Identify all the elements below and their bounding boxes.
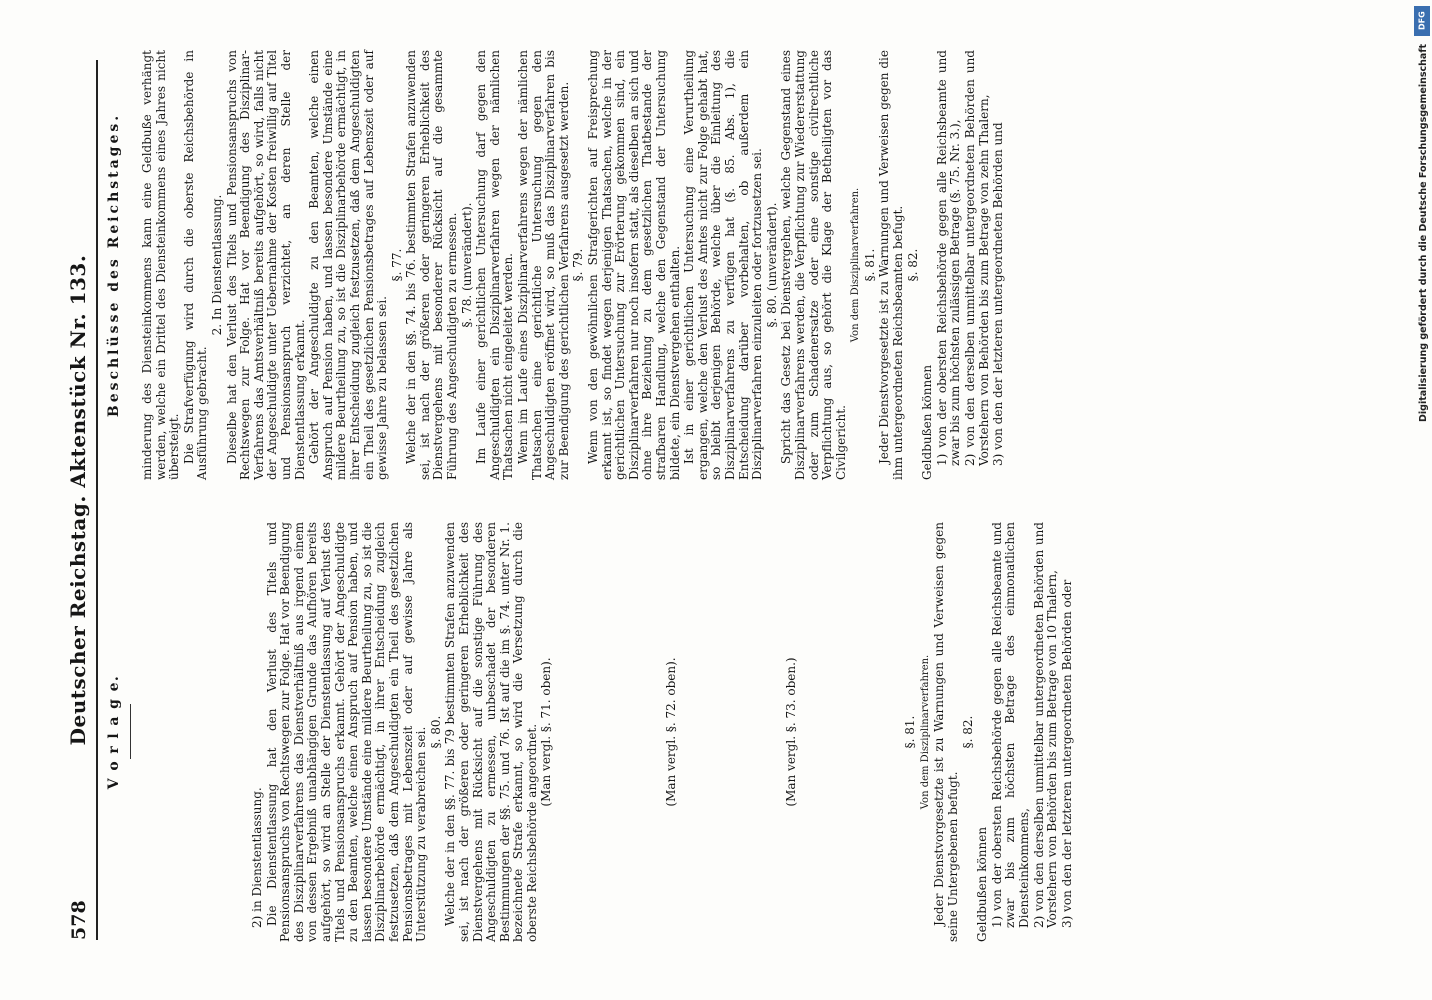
list-item: 3) von den der letzteren untergeordneten Behörden und <box>991 122 1006 466</box>
page-header <box>62 60 96 940</box>
section-number: §. 78. (unverändert). <box>459 202 474 328</box>
section-number: §. 80. (unverändert). <box>764 202 779 328</box>
digitization-sidebar <box>1412 0 1432 1000</box>
section-number: §. 77. <box>389 248 404 282</box>
digitization-credit: Digitalisierung gefördert durch die Deutsche Forschungsgemeinschaft <box>1418 44 1429 422</box>
paragraph: Dieselbe hat den Verlust des Titels und Pensionsanspruchs von Rechtswegen zur Folge. Hat vor Beendigung des Disziplinar-Verfahrens das Amtsverhältniß bereits aufgehört, so wird, falls nicht der Angeschuldigte unter Uebernahme der Kosten freiwillig auf Titel und Pensionsanspruch verzichtet, an deren Stelle der Dienstentlassung erkannt. <box>224 50 307 480</box>
paragraph: 2) in Dienstentlassung. <box>250 787 264 928</box>
paragraph: Wenn im Laufe eines Disziplinarverfahrens wegen der nämlichen Thatsachen eine gerichtliche Untersuchung gegen den Angeschuldigten eröffnet wird, so muß das Disziplinarverfahren bis zur Beendigung des gerichtlichen Verfahrens ausgesetzt werden. <box>516 50 571 480</box>
list-item: 2) von den derselben unmittelbar untergeordneten Behörden und Vorstehern von Behörden bis zum Betrage von 10 Thalern, <box>1031 522 1060 928</box>
page-number: 578 <box>68 900 90 940</box>
page-title: Deutscher Reichstag. Aktenstück Nr. 133. <box>66 254 90 746</box>
paragraph: Jeder Dienstvorgesetzte ist zu Warnungen und Verweisen gegen die ihm untergeordneten Reichsbeamten befugt. <box>877 50 906 480</box>
paragraph: Spricht das Gesetz bei Dienstvergehen, welche Gegenstand eines Disziplinarverfahrens werden, die Verpflichtung zur Wiedererstattung oder zum Schadenersatze oder eine sonstige civilrechtliche Verpflichtung aus, so gehört die Klage der Betheiligten vor das Civilgericht. <box>779 50 848 480</box>
heading-rule <box>130 705 131 760</box>
paragraph: Im Laufe einer gerichtlichen Untersuchung darf gegen den Angeschuldigten ein Disziplinarverfahren wegen der nämlichen Thatsachen nicht eingeleitet werden. <box>474 50 516 480</box>
paragraph: Geldbußen können <box>920 364 935 480</box>
cross-reference: (Man vergl. §. 71. oben). <box>539 657 554 807</box>
paragraph: Wenn von den gewöhnlichen Strafgerichten auf Freisprechung erkannt ist, so findet wegen derjenigen Thatsachen, welche in der gerichtlichen Untersuchung zur Erörterung gekommen sind, ein Disziplinarverfahren nur noch insofern statt, als dieselben an sich und ohne ihre Beziehung zu dem gesetzlichen Thatbestande der strafbaren Handlung, welche den Gegenstand der Untersuchung bildete, ein Dienstvergehen enthalten. <box>586 50 682 480</box>
paragraph: Gehört der Angeschuldigte zu den Beamten, welche einen Anspruch auf Pension haben, und lassen besondere Umstände eine mildere Beurtheilung zu, so ist die Disziplinarbehörde ermächtigt, in ihrer Entscheidung zugleich festzusetzen, daß dem Angeschuldigten ein Theil des gesetzlichen Pensionsbetrages auf Lebenszeit oder auf gewisse Jahre zu belassen sei. <box>307 50 390 480</box>
paragraph: Jeder Dienstvorgesetzte ist zu Warnungen und Verweisen gegen seine Untergebenen befugt. <box>932 522 961 942</box>
subheading: Von dem Disziplinarverfahren. <box>850 187 862 343</box>
list-item: 1) von der obersten Reichsbehörde gegen alle Reichsbeamte und zwar bis zum höchsten Betrage des einmonatlichen Diensteinkommens, <box>989 522 1031 928</box>
subheading: Von dem Disziplinarverfahren. <box>919 654 931 810</box>
section-number: §. 81. <box>862 248 877 282</box>
paragraph: Die Dienstentlassung hat den Verlust des Titels und Pensionsanspruchs von Rechtswegen zur Folge. Hat vor Beendigung des Disziplinarverfahrens das Dienstverhältniß aus irgend einem von dessen Ergebniß unabhängigen Grunde das Aufhören bereits aufgehört, so wird an Stelle der Dienstentlassung auf Verlust des Titels und Pensionsanspruchs erkannt. Gehört der Angeschuldigte zu den Beamten, welche einen Anspruch auf Pension haben, und lassen besondere Umstände eine mildere Beurtheilung zu, so ist die Disziplinarbehörde ermächtigt, in ihrer Entscheidung zugleich festzusetzen, daß dem Angeschuldigten ein Theil des gesetzlichen Pensionsbetrages mit Lebenszeit oder auf gewisse Jahre als Unterstützung zu verabreichen sei. <box>264 522 429 942</box>
list-item: 2) von den derselben unmittelbar untergeordneten Behörden und Vorstehern von Behörden bis zum Betrage von zehn Thalern, <box>963 50 991 466</box>
paragraph: minderung des Diensteinkommens kann eine Geldbuße verhängt werden, welche ein Drittel des Diensteinkommens eines Jahres nicht übersteigt. <box>140 50 182 480</box>
column-heading-beschluesse: Beschlüsse des Reichstages. <box>106 112 122 418</box>
cross-reference: (Man vergl. §. 72. oben). <box>664 657 679 807</box>
subheading: 2. In Dienstentlassung. <box>209 194 224 336</box>
section-number: §. 79. <box>571 248 586 282</box>
paragraph: Die Strafverfügung wird durch die oberste Reichsbehörde in Ausführung gebracht. <box>181 50 210 480</box>
section-number: §. 82. <box>905 248 920 282</box>
cross-reference: (Man vergl. §. 73. oben.) <box>783 657 798 807</box>
paragraph: Geldbußen können <box>975 826 990 942</box>
column-heading-vorlage: V o r l a g e. <box>106 674 122 790</box>
column-vorlage <box>100 522 1075 942</box>
column-beschluesse <box>100 50 1007 480</box>
list-item: 3) von den der letzteren untergeordneten Behörden oder <box>1059 579 1074 928</box>
section-number: §. 81. <box>903 715 918 749</box>
header-rule <box>96 60 98 940</box>
dfg-logo: DFG <box>1414 6 1430 36</box>
paragraph: Ist in einer gerichtlichen Untersuchung eine Verurtheilung ergangen, welche den Verlust des Amtes nicht zur Folge gehabt hat, so bleibt derjenigen Behörde, welche über die Einleitung des Disziplinarverfahrens zu verfügen hat (§. 85. Abs. 1), die Entscheidung darüber vorbehalten, ob außerdem ein Disziplinarverfahren einzuleiten oder fortzusetzen sei. <box>682 50 765 480</box>
list-item: 1) von der obersten Reichsbehörde gegen alle Reichsbeamte und zwar bis zum höchsten zulässigen Betrage (§. 75. Nr. 3.), <box>934 50 963 466</box>
section-number: §. 80. <box>428 715 443 749</box>
section-number: §. 82. <box>960 715 975 749</box>
paragraph: Welche der in den §§. 74. bis 76. bestimmten Strafen anzuwenden sei, ist nach der größeren oder geringeren Erheblichkeit des Dienstvergehens mit besonderer Rücksicht auf die gesammte Führung des Angeschuldigten zu ermessen. <box>404 50 460 480</box>
paragraph: Welche der in den §§. 77. bis 79 bestimmten Strafen anzuwenden sei, ist nach der größeren oder geringeren Erheblichkeit des Dienstvergehens mit Rücksicht auf die sonstige Führung des Angeschuldigten zu ermessen, unbeschadet der besonderen Bestimmungen der §§. 75. und 76. Ist auf die im §. 74. unter Nr. 1. bezeichnete Strafe erkannt, so wird die Versetzung durch die oberste Reichsbehörde angeordnet. <box>443 522 539 942</box>
